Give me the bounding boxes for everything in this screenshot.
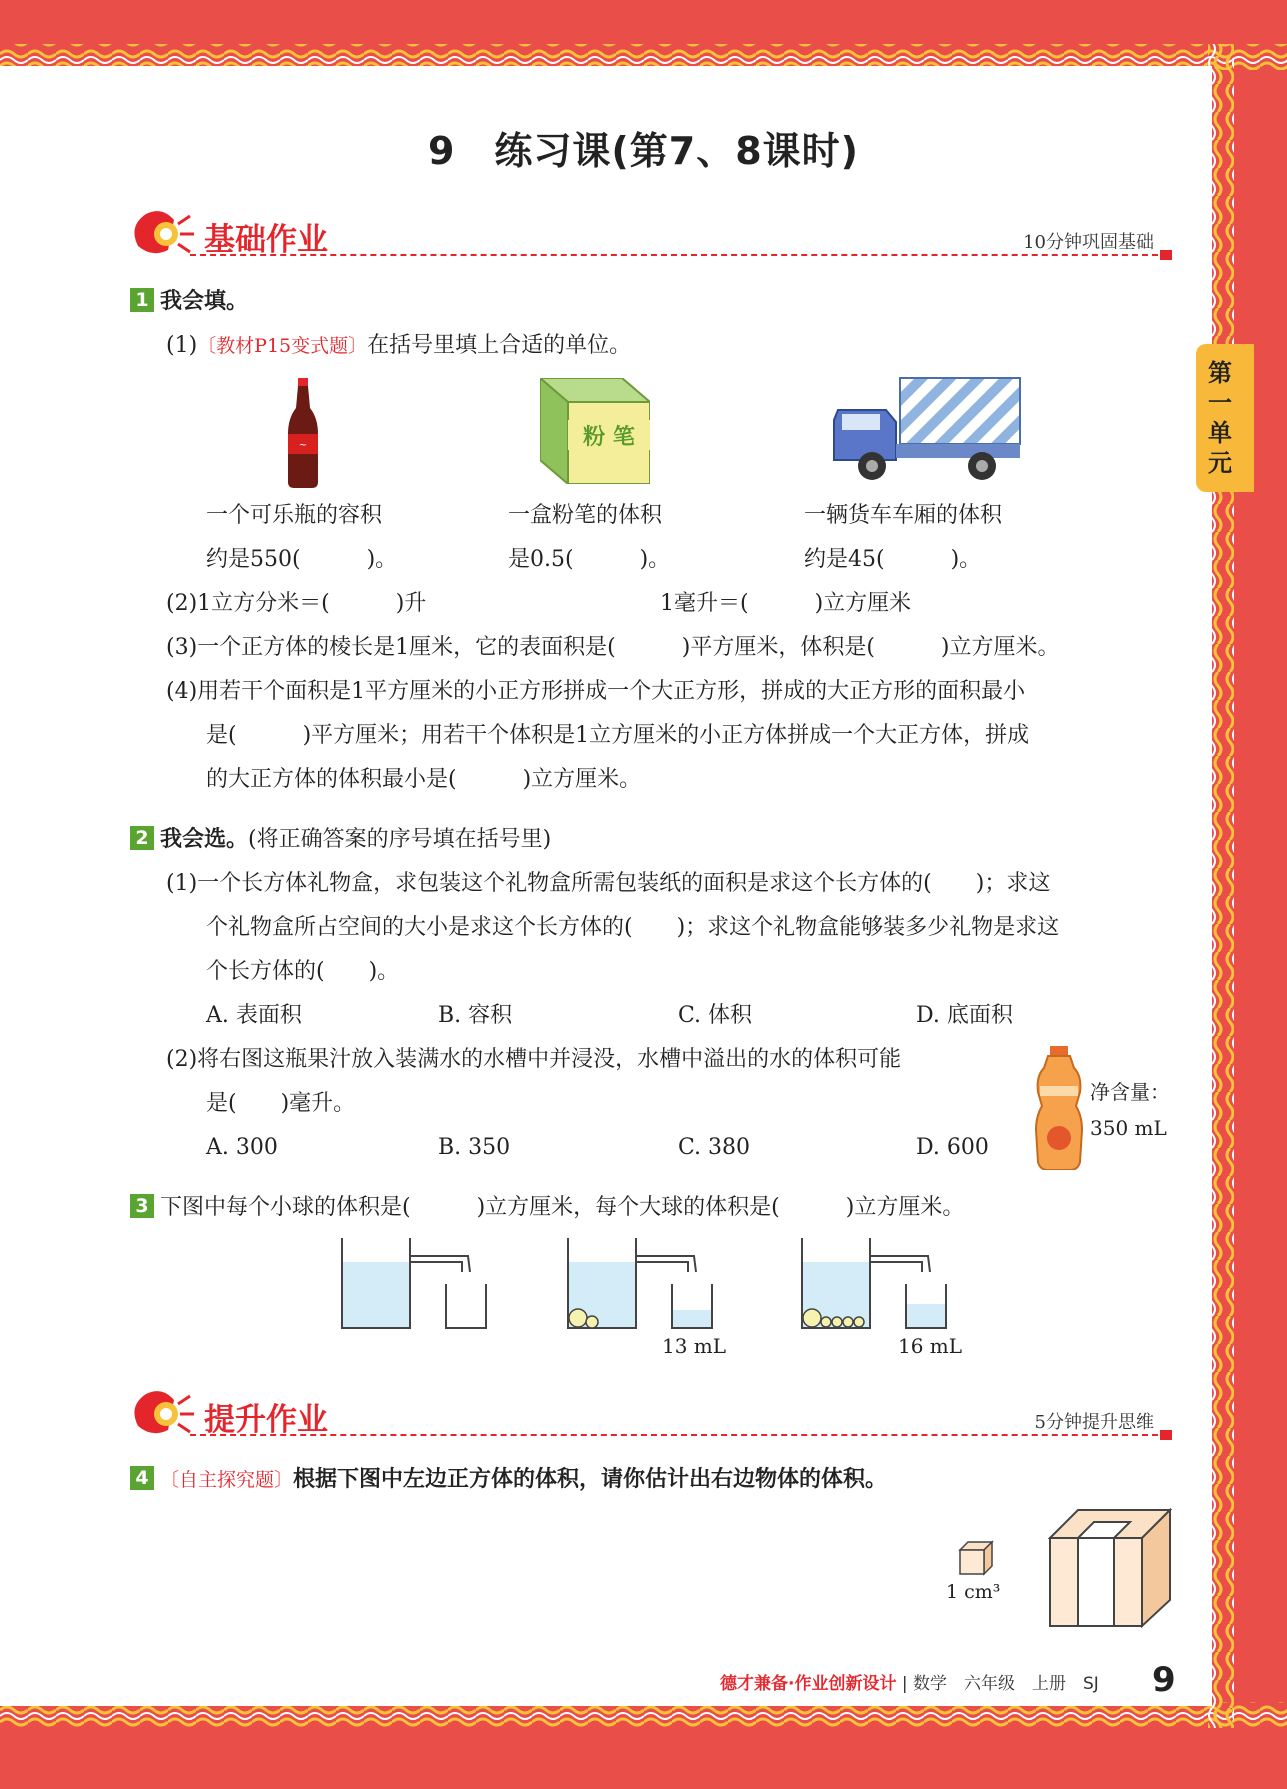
beaker-set-small-balls [802,1238,946,1328]
divider [190,254,1168,256]
question-1-heading [130,288,248,316]
question-note: (将正确答案的序号填在括号里) [248,827,552,852]
question-title: 我会填。 [160,289,249,314]
cola-bottle-image [286,378,320,488]
question-number: 2 [130,826,154,850]
option: D. 600 [916,1135,989,1160]
question-text: 根据下图中左边正方体的体积，请你估计出右边物体的体积。 [293,1467,888,1492]
section-hint: 5分钟提升思维 [1034,1412,1154,1433]
option: C. 380 [678,1135,751,1160]
question-title: 我会选。 [160,827,249,852]
svg-text:~: ~ [298,440,308,451]
unit-tab-char: 元 [1208,449,1232,477]
option: D. 底面积 [916,1003,1013,1028]
option: C. 体积 [678,1003,753,1028]
unit-tab [1196,344,1254,492]
section-basic-header [128,206,1168,266]
part-text: 在括号里填上合适的单位。 [367,333,632,358]
net-content-value: 350 mL [1090,1116,1167,1140]
beaker-set-empty [342,1238,486,1328]
question-number: 1 [130,288,154,312]
part-number: (1) [166,333,198,358]
q2-part1-line3: 个长方体的( )。 [206,959,400,984]
unit-tab-char: 单 [1208,419,1232,447]
net-content-label: 净含量： [1090,1080,1170,1104]
chalk-text-line2: 是0.5( )。 [508,547,671,572]
question-number: 3 [130,1194,154,1218]
q2-part2-line1: (2)将右图这瓶果汁放入装满水的水槽中并浸没，水槽中溢出的水的体积可能 [166,1047,902,1072]
truck-text-line1: 一辆货车车厢的体积 [804,503,1003,528]
unit-cube-label: 1 cm³ [946,1581,1001,1603]
question-text: 下图中每个小球的体积是( )立方厘米，每个大球的体积是( )立方厘米。 [160,1195,965,1220]
footer-brand: 德才兼备·作业创新设计 [720,1674,897,1694]
question-number: 4 [130,1466,154,1490]
divider-end [1160,250,1172,260]
section-label: 提升作业 [204,1402,328,1438]
option: A. 表面积 [206,1003,302,1028]
page-number: 9 [1152,1660,1176,1700]
q1-part3: (3)一个正方体的棱长是1厘米，它的表面积是( )平方厘米，体积是( )立方厘米。 [166,635,1060,660]
juice-bottle-image [1034,1046,1084,1170]
divider-end [1160,1430,1172,1440]
textbook-tag: 〔教材P15变式题〕 [197,335,368,357]
section-advanced-header [128,1386,1168,1446]
unit-cube-image [958,1540,994,1576]
section-hint: 10分钟巩固基础 [1023,232,1154,253]
trumpet-icon [128,206,198,262]
option: B. 容积 [438,1003,513,1028]
chalk-box-label: 粉 笔 [583,425,635,450]
chalk-text-line1: 一盒粉笔的体积 [508,503,663,528]
beaker-label: 13 mL [662,1334,727,1358]
overflow-experiment-diagram [338,1238,958,1358]
q1-part2a: (2)1立方分米＝( )升 [166,591,427,616]
question-tag: 〔自主探究题〕 [160,1469,294,1491]
page-title: 9 练习课(第7、8课时) [427,129,860,173]
question-4 [130,1466,887,1494]
option: A. 300 [206,1135,278,1160]
cola-text-line1: 一个可乐瓶的容积 [206,503,383,528]
q1-part1 [166,332,631,360]
q1-part4-line3: 的大正方体的体积最小是( )立方厘米。 [206,767,642,792]
cola-text-line2: 约是550( )。 [206,547,398,572]
q2-part2-line2: 是( )毫升。 [206,1091,356,1116]
beaker-set-big-ball [568,1238,712,1328]
beaker-label: 16 mL [898,1334,963,1358]
truck-text-line2: 约是45( )。 [804,547,982,572]
q1-part2b: 1毫升＝( )立方厘米 [660,591,912,616]
q1-part4-line2: 是( )平方厘米；用若干个体积是1立方厘米的小正方体拼成一个大正方体，拼成 [206,723,1030,748]
q2-part1-line2: 个礼物盒所占空间的大小是求这个长方体的( )；求这个礼物盒能够装多少礼物是求这 [206,915,1060,940]
trumpet-icon [128,1386,198,1442]
unit-tab-char: 第 [1208,359,1232,387]
u-shape-object-image [1048,1508,1172,1628]
option: B. 350 [438,1135,511,1160]
section-label: 基础作业 [204,222,328,258]
footer-info: | 数学 六年级 上册 SJ [901,1674,1099,1694]
question-2-heading [130,826,551,854]
footer [720,1669,1099,1694]
q2-part1-line1: (1)一个长方体礼物盒，求包装这个礼物盒所需包装纸的面积是求这个长方体的( )；求这 [166,871,1051,896]
chalk-box-image [540,378,650,484]
divider [190,1434,1168,1436]
truck-image [832,376,1022,484]
q1-part4-line1: (4)用若干个面积是1平方厘米的小正方形拼成一个大正方形，拼成的大正方形的面积最小 [166,679,1026,704]
unit-tab-char: 一 [1208,389,1232,417]
question-3 [130,1194,964,1222]
